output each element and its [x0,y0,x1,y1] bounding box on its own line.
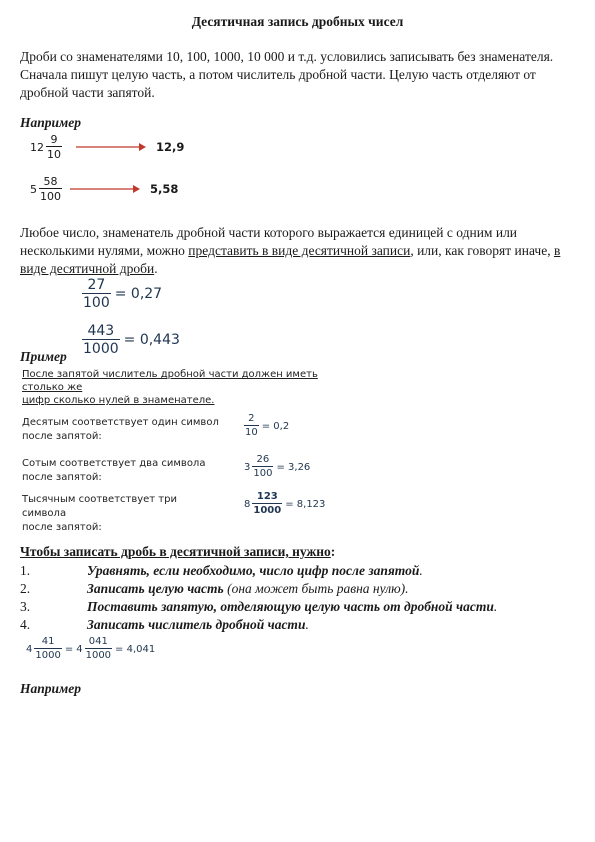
example-heading-2: Пример [20,349,67,364]
example-result: 12,9 [156,140,185,154]
inset-note [22,368,362,407]
step-extra: (она может быть равна нулю). [223,581,409,596]
example-fraction [39,176,62,202]
math-result: = 3,26 [276,461,311,473]
inset-row-label [22,457,222,485]
math-fraction [85,637,112,661]
fraction-numerator: 443 [87,323,115,339]
inset-note-line: После запятой числитель дробной части должен иметь столько же [22,369,318,393]
fraction-denominator: 1000 [85,650,112,661]
math-result: = 4,041 [115,643,156,655]
math-result: = 8,123 [285,498,326,510]
math-result: = 0,2 [261,420,290,432]
example-row-2 [30,176,178,202]
fraction-numerator: 041 [88,636,108,647]
fraction-denominator: 1000 [253,505,282,516]
fraction-numerator: 58 [43,175,58,188]
step-item [20,616,309,634]
steps-title-text: Чтобы записать дробь в десятичной записи, нужно [20,544,331,559]
page-title: Десятичная запись дробных чисел [191,14,404,29]
inset-row-label [22,416,222,444]
final-formula [26,637,155,661]
inset-label-line: после запятой: [22,472,102,483]
math-whole: 4 [76,643,83,655]
arrow-icon [76,140,146,154]
example-whole: 5 [30,182,37,196]
fraction-denominator: 10 [245,427,258,438]
formula-1 [82,278,162,310]
step-text: Поставить запятую, отделяющую целую часть от дробной части [87,599,494,614]
fraction-numerator: 2 [248,413,255,424]
math-whole: 4 [26,643,33,655]
math-equals: = [64,643,74,655]
fraction-numerator: 26 [256,454,270,465]
steps-title [20,544,335,560]
math-fraction [34,637,61,661]
inset-label-line: Десятым соответствует один символ [22,417,219,428]
step-extra: . [305,617,309,632]
underlined-term: в виде десятичной дроби [20,243,561,276]
inset-label-line: после запятой: [22,431,102,442]
fraction-numerator: 27 [87,277,106,293]
example-row-1 [30,134,184,160]
text-segment: , или, как говорят иначе, [410,243,554,258]
fraction-numerator: 9 [50,133,58,146]
formula-2 [82,324,180,356]
example-whole: 12 [30,140,44,154]
step-extra: . [419,563,423,578]
example-fraction [46,134,62,160]
fraction-denominator: 100 [253,468,273,479]
inset-math-1 [244,414,289,438]
step-item [20,562,423,580]
arrow-icon [70,182,140,196]
formula-fraction [82,324,120,356]
fraction-denominator: 1000 [83,341,119,357]
text-segment: Любое число, знаменатель дробной части которого выражается единицей с одним или несколькими нулями, можно [20,225,518,258]
math-fraction [244,414,259,438]
step-number: 3. [20,599,31,614]
fraction-denominator: 1000 [35,650,61,661]
example-heading-1: Например [20,115,82,130]
fraction-numerator: 123 [256,491,278,502]
step-text: Уравнять, если необходимо, число цифр после запятой [87,563,420,578]
inset-label-line: Сотым соответствует два символа [22,458,206,469]
step-extra: . [493,599,498,614]
inset-label-line: Тысячным соответствует три символа [22,494,177,519]
rule-inset [22,368,362,533]
math-fraction [252,492,282,516]
inset-note-line: цифр сколько нулей в знаменателе. [22,395,215,406]
math-fraction [252,455,273,479]
formula-result: = 0,27 [114,286,163,302]
inset-math-3 [244,492,325,516]
fraction-denominator: 100 [83,295,110,311]
math-whole: 3 [244,461,251,473]
fraction-denominator: 10 [47,148,61,161]
formula-result: = 0,443 [123,332,180,348]
formula-fraction [82,278,111,310]
fraction-numerator: 41 [41,636,55,647]
step-item [20,580,409,598]
example-heading-3: Например [20,681,82,696]
step-number: 4. [20,617,31,632]
inset-label-line: после запятой: [22,522,102,533]
math-whole: 8 [244,498,251,510]
inset-math-2 [244,455,310,479]
example-result: 5,58 [150,182,179,196]
definition-paragraph [20,224,575,278]
inset-row-label [22,493,222,535]
fraction-denominator: 100 [40,190,61,203]
step-text: Записать целую часть [87,581,224,596]
text-segment: . [154,261,158,276]
step-item [20,598,497,616]
intro-paragraph: Дроби со знаменателями 10, 100, 1000, 10 000 и т.д. условились записывать без знаменателя. Сначала пишут целую часть, а потом числитель дробной части. Целую часть отделяют от дробной части запятой. [20,49,554,100]
underlined-term: представить в виде десятичной записи [188,243,411,258]
steps-title-colon: : [330,544,336,559]
step-text: Записать числитель дробной части [87,617,306,632]
step-number: 1. [20,563,31,578]
step-number: 2. [20,581,31,596]
